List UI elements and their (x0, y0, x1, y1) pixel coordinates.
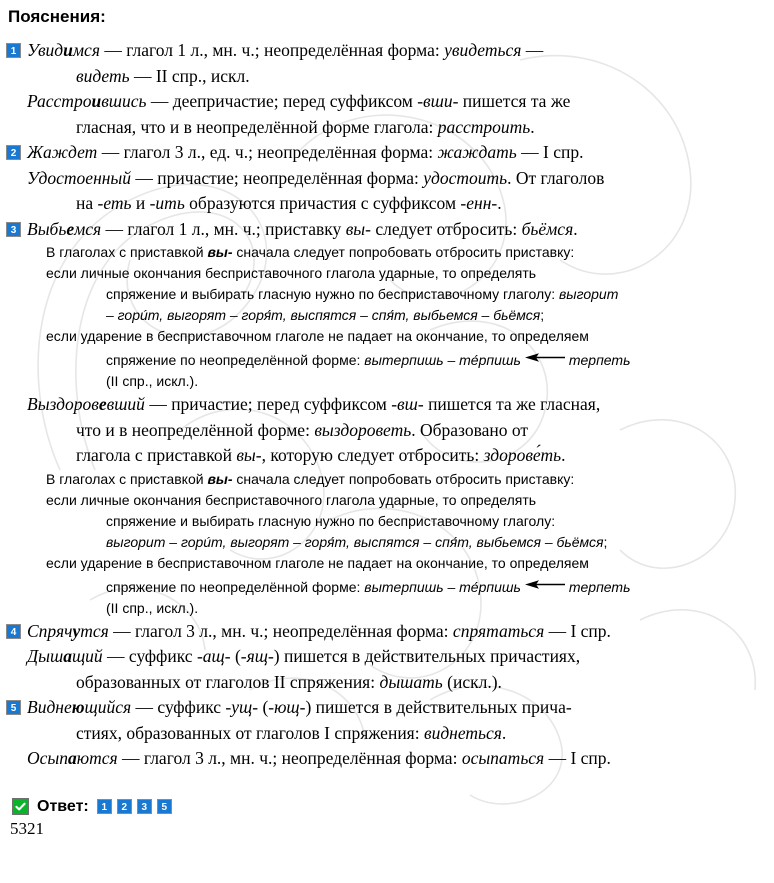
explanation-cont-line (76, 721, 770, 747)
text-run: , которую следует отбросить: (261, 445, 484, 465)
text-run: — глагол 3 л., ед. ч.; неопределённая форма: (97, 142, 438, 162)
text-run: сначала следует попробовать отбросить приставку: (232, 470, 575, 487)
explanation-paragraph (6, 140, 770, 166)
text-run: щийся (84, 697, 132, 717)
text-run: спряжение и выбирать гласную нужно по бесприставочному глаголу: (106, 286, 559, 302)
text-run: выгорит (558, 286, 619, 302)
explanation-first-line (6, 644, 770, 670)
explanation-cont-line (76, 64, 770, 90)
text-run: -вши- (417, 91, 459, 111)
explanation-paragraph (6, 166, 770, 217)
text-run: образованных от глаголов II спряжения: (76, 671, 380, 692)
text-run: . (497, 193, 502, 213)
text-run: Расстро (27, 91, 92, 111)
text-run: если личные окончания бесприставочного глагола ударные, то определять (46, 265, 537, 281)
left-arrow-icon (525, 347, 565, 353)
text-run: терпеть (568, 578, 631, 595)
text-run: а (63, 646, 72, 666)
explanations-group-3 (6, 619, 770, 772)
text-run: -еть (97, 193, 132, 213)
text-run: В глаголах с приставкой (46, 470, 208, 487)
answer-badge-5[interactable]: 5 (157, 799, 172, 814)
explanation-first-line (6, 695, 770, 721)
text-run: (II спр., искл.). (106, 373, 199, 389)
text-run: вшись (101, 91, 147, 111)
text-run: -ущ- (225, 697, 259, 717)
text-run: Спряч (27, 620, 73, 641)
rule-line (6, 553, 770, 574)
text-run: мся (72, 40, 100, 60)
text-run: спрятаться (452, 620, 545, 641)
explanation-first-line (6, 166, 770, 192)
text-run: -ящ- (240, 646, 274, 666)
explanation-paragraph (6, 644, 770, 695)
text-run: — II спр., искл. (129, 65, 250, 86)
answer-badges (97, 799, 172, 814)
text-run: — I спр. (544, 620, 611, 641)
text-run: Жаждет (27, 142, 98, 162)
text-run: сначала следует попробовать отбросить приставку: (232, 244, 575, 260)
text-run: спряжение и выбирать гласную нужно по бесприставочному глаголу: (106, 512, 556, 529)
text-run: если ударение в бесприставочном глаголе не падает на окончание, то определяем (46, 328, 589, 344)
text-run: е (98, 394, 107, 414)
text-run: и (91, 91, 102, 111)
text-run: вы- (207, 244, 233, 260)
item-badge-4[interactable]: 4 (6, 624, 21, 639)
left-arrow-icon (525, 574, 565, 580)
text-run: Выбь (27, 218, 67, 239)
text-run: -ить (149, 193, 185, 213)
explanation-cont-line (76, 191, 770, 217)
text-run: . (561, 445, 566, 465)
rule-line (6, 263, 770, 284)
text-run: Осып (27, 748, 69, 768)
item-badge-2[interactable]: 2 (6, 145, 21, 160)
text-run: . (530, 116, 535, 137)
text-run: В глаголах с приставкой (46, 244, 208, 260)
explanation-paragraph (6, 392, 770, 469)
text-run: видеть (76, 65, 130, 86)
text-run: выгорит – горúт, выгорят – горя́т, выспятся – спя́т, выбьемся – бьёмся (106, 533, 604, 550)
answer-row (6, 798, 770, 816)
text-run: е (66, 218, 75, 239)
explanation-cont-line (76, 443, 770, 469)
text-run: и (131, 193, 150, 213)
text-run: — суффикс (131, 697, 226, 717)
text-run: Дыш (27, 646, 64, 666)
text-run: стиях, образованных от глаголов I спряжения: (76, 722, 424, 743)
text-run: Увид (27, 40, 64, 60)
text-run: (искл.). (442, 671, 502, 692)
text-run: Удостоенный (27, 167, 132, 188)
explanation-cont-line (76, 418, 770, 444)
text-run: -вш- (391, 394, 424, 414)
text-run: если ударение в бесприставочном глаголе не падает на окончание, то определяем (46, 554, 589, 571)
explanation-paragraph (6, 217, 770, 243)
text-run: терпеть (568, 352, 631, 368)
page-title: Пояснения: (8, 7, 106, 26)
text-run: увидеться (444, 40, 522, 60)
text-run: тся (80, 620, 109, 641)
text-run: спряжение по неопределённой форме: (106, 578, 365, 595)
text-run: -ащ- (196, 646, 231, 666)
text-run: -ющ- (268, 697, 306, 717)
explanations-group-2 (6, 392, 770, 469)
explanation-first-line (6, 140, 770, 166)
explanation-first-line (6, 392, 770, 418)
explanation-first-line (6, 89, 770, 115)
text-run: у (72, 620, 81, 641)
explanation-paragraph (6, 619, 770, 645)
text-run: Выздоров (27, 394, 99, 414)
text-run: здорове́ть (483, 445, 562, 465)
rule-line (6, 598, 770, 619)
text-run: на (76, 193, 98, 213)
text-run: расстроить (437, 116, 531, 137)
text-run: а (68, 748, 77, 768)
text-run: спряжение по неопределённой форме: (106, 352, 365, 368)
text-run: — суффикс (102, 646, 197, 666)
text-run: жаждать (437, 142, 517, 162)
explanation-paragraph (6, 746, 770, 772)
text-run: . (573, 218, 578, 239)
text-run: ; (540, 307, 545, 323)
text-run: ; (603, 533, 608, 550)
rule-note-2 (6, 469, 770, 619)
text-run: бьёмся (521, 218, 574, 239)
text-run: вытерпишь – те́рпишь (364, 578, 521, 595)
explanation-paragraph (6, 695, 770, 746)
answer-label: Ответ: (37, 797, 89, 815)
text-run: — деепричастие; перед суффиксом (146, 91, 418, 111)
text-run: мся (74, 218, 102, 239)
text-run: . От глаголов (507, 167, 605, 188)
text-run: осыпаться (461, 748, 545, 768)
rule-line (6, 469, 770, 490)
rule-line (6, 305, 770, 326)
check-icon (12, 798, 29, 815)
explanation-first-line (6, 746, 770, 772)
explanations-group-1 (6, 38, 770, 242)
rule-note-1 (6, 242, 770, 392)
explanation-cont-line (76, 115, 770, 141)
text-run: образуются причастия с суффиксом (184, 193, 461, 213)
text-run: виднеться (423, 722, 502, 743)
text-run: . (501, 722, 507, 743)
explanation-first-line (6, 619, 770, 645)
answer-badge-1[interactable]: 1 (97, 799, 112, 814)
text-run: — глагол 3 л., мн. ч.; неопределённая форма: (117, 748, 462, 768)
rule-line (6, 326, 770, 347)
text-run: — I спр. (516, 142, 584, 162)
text-run: что и в неопределённой форме: (76, 419, 315, 440)
text-run: ( (230, 646, 241, 666)
text-run: вший (106, 394, 145, 414)
text-run: — глагол 1 л., мн. ч.; неопределённая форма: (99, 40, 445, 60)
text-run: если личные окончания бесприставочного глагола ударные, то определять (46, 491, 537, 508)
explanation-first-line (6, 217, 770, 243)
text-run: ю (71, 697, 85, 717)
text-run: Видне (27, 697, 72, 717)
explanation-paragraph (6, 89, 770, 140)
rule-line (6, 574, 770, 598)
text-run: глагола с приставкой (76, 445, 237, 465)
text-run: вы- (236, 445, 262, 465)
text-run: — глагол 3 л., мн. ч.; неопределённая форма: (108, 620, 453, 641)
rule-line (6, 511, 770, 532)
answer-badge-2[interactable]: 2 (117, 799, 132, 814)
answer-badge-3[interactable]: 3 (137, 799, 152, 814)
explanation-cont-line (76, 670, 770, 696)
text-run: ( (258, 697, 269, 717)
text-run: вы- (207, 470, 233, 487)
text-run: . Образовано от (411, 419, 529, 440)
text-run: – горúт, выгорят – горя́т, выспятся – спя́т, выбьемся – бьёмся (106, 307, 541, 323)
text-run: — (521, 40, 544, 60)
text-run: ) пишется в действительных прича- (305, 697, 572, 717)
text-run: ются (76, 748, 118, 768)
text-run: — причастие; неопределённая форма: (131, 167, 424, 188)
rule-line (6, 532, 770, 553)
text-run: ) пишется в действительных причастиях, (273, 646, 581, 666)
text-run: гласная, что и в неопределённой форме глагола: (76, 116, 438, 137)
answer-code: 5321 (10, 818, 44, 838)
text-run: — глагол 1 л., мн. ч.; приставку (101, 218, 346, 239)
text-run: — I спр. (544, 748, 611, 768)
rule-line (6, 242, 770, 263)
explanation-paragraph (6, 38, 770, 89)
rule-line (6, 371, 770, 392)
text-run: пишется та же (458, 91, 571, 111)
rule-line (6, 347, 770, 371)
rule-line (6, 284, 770, 305)
text-run: вытерпишь – те́рпишь (364, 352, 521, 368)
text-run: щий (71, 646, 103, 666)
text-run: пишется та же гласная, (423, 394, 601, 414)
text-run: дышать (379, 671, 443, 692)
explanation-first-line (6, 38, 770, 64)
item-badge-5[interactable]: 5 (6, 700, 21, 715)
text-run: -енн- (460, 193, 498, 213)
item-badge-3[interactable]: 3 (6, 222, 21, 237)
text-run: (II спр., искл.). (106, 599, 199, 616)
text-run: удостоить (423, 167, 508, 188)
text-run: следует отбросить: (370, 218, 522, 239)
item-badge-1[interactable]: 1 (6, 43, 21, 58)
text-run: вы- (345, 218, 371, 239)
text-run: и (63, 40, 73, 60)
text-run: — причастие; перед суффиксом (144, 394, 392, 414)
text-run: выздороветь (314, 419, 412, 440)
rule-line (6, 490, 770, 511)
